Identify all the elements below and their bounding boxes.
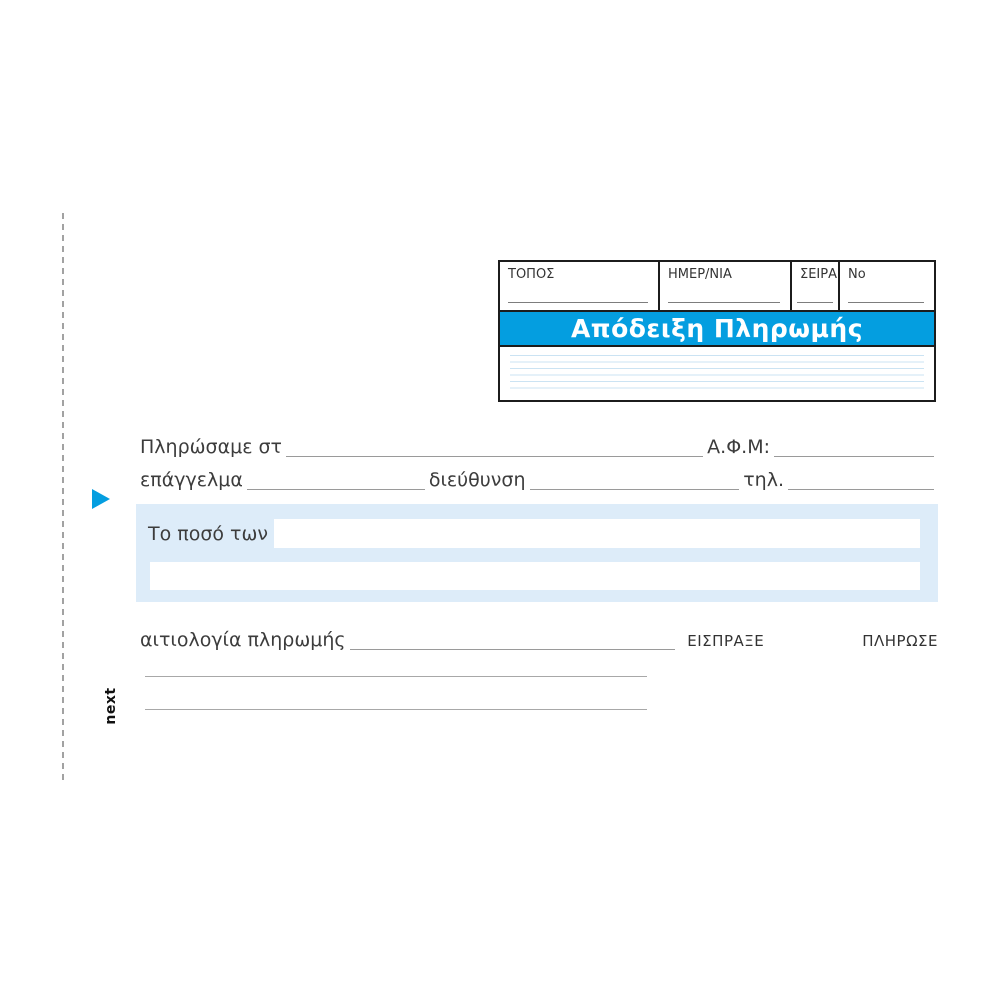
profession-label: επάγγελμα	[140, 469, 243, 491]
blue-arrow-icon	[92, 489, 110, 509]
payer-signature-label: ΠΛΗΡΩΣΕ	[862, 632, 938, 650]
collector-signature-label: ΕΙΣΠΡΑΞΕ	[687, 632, 765, 650]
amount-label: Το ποσό των	[148, 522, 269, 545]
address-label: διεύθυνση	[428, 469, 526, 491]
phone-fill-line[interactable]	[788, 469, 934, 490]
cell-series-label: ΣΕΙΡΑ	[800, 267, 837, 282]
header-cells-row	[500, 262, 934, 310]
afm-label: Α.Φ.Μ:	[707, 436, 770, 458]
cell-number	[840, 262, 934, 310]
brand-next-label: next	[103, 687, 119, 725]
amount-in-words-line-1[interactable]	[274, 519, 920, 548]
cell-series-fill-line[interactable]	[797, 302, 833, 303]
ruled-notes-area[interactable]	[500, 347, 934, 400]
paid-to-row	[140, 433, 938, 457]
reason-extra-line-2[interactable]	[145, 709, 647, 710]
reason-extra-line-1[interactable]	[145, 676, 647, 677]
afm-fill-line[interactable]	[774, 436, 934, 457]
reason-fill-line[interactable]	[350, 629, 676, 650]
paid-to-fill-line[interactable]	[286, 436, 703, 457]
cell-date-fill-line[interactable]	[668, 302, 780, 303]
profession-row	[140, 466, 938, 490]
amount-in-words-line-2[interactable]	[150, 562, 920, 590]
cell-series	[792, 262, 840, 310]
receipt-title-banner: Απόδειξη Πληρωμής	[500, 310, 934, 347]
cell-number-label: No	[848, 267, 866, 282]
cell-place-fill-line[interactable]	[508, 302, 648, 303]
reason-row	[140, 626, 938, 650]
cell-number-fill-line[interactable]	[848, 302, 924, 303]
ruled-lines	[510, 355, 924, 394]
cell-place	[500, 262, 660, 310]
amount-row	[148, 519, 920, 548]
paid-to-label: Πληρώσαμε στ	[140, 436, 282, 458]
phone-label: τηλ.	[743, 469, 784, 491]
cell-date-label: ΗΜΕΡ/ΝΙΑ	[668, 267, 732, 282]
cell-date	[660, 262, 792, 310]
reason-label: αιτιολογία πληρωμής	[140, 629, 346, 651]
amount-box	[136, 504, 938, 602]
header-table	[498, 260, 936, 402]
profession-fill-line[interactable]	[247, 469, 425, 490]
perforation-dashed-line	[62, 213, 64, 781]
address-fill-line[interactable]	[530, 469, 740, 490]
cell-place-label: ΤΟΠΟΣ	[508, 267, 555, 282]
